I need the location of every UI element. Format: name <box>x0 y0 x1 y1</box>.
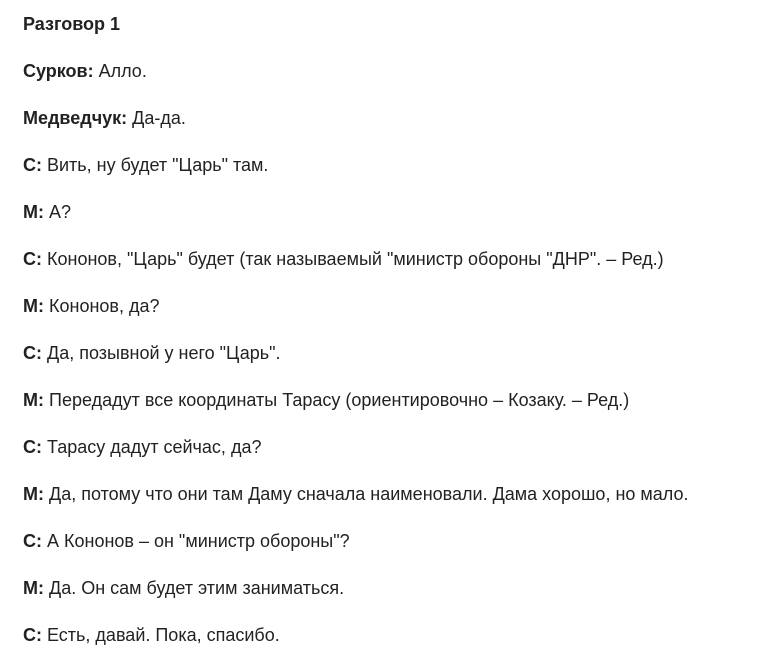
utterance-text: Кононов, да? <box>44 296 160 316</box>
transcript-line <box>23 341 281 365</box>
speaker-name: М: <box>23 578 44 598</box>
speaker-name: С: <box>23 625 42 645</box>
utterance-text: Тарасу дадут сейчас, да? <box>42 437 262 457</box>
transcript-line <box>23 200 71 224</box>
transcript-line <box>23 388 629 412</box>
utterance-text: Есть, давай. Пока, спасибо. <box>42 625 280 645</box>
speaker-name: М: <box>23 390 44 410</box>
transcript-line <box>23 623 280 647</box>
utterance-text: Да-да. <box>127 108 186 128</box>
utterance-text: Вить, ну будет "Царь" там. <box>42 155 269 175</box>
transcript-line <box>23 482 689 506</box>
speaker-name: С: <box>23 531 42 551</box>
transcript-title: Разговор 1 <box>23 14 121 34</box>
transcript-line <box>23 247 664 271</box>
transcript-line <box>23 435 261 459</box>
utterance-text: Передадут все координаты Тарасу (ориентировочно – Козаку. – Ред.) <box>44 390 630 410</box>
speaker-name: М: <box>23 484 44 504</box>
transcript-line <box>23 59 147 83</box>
transcript-line <box>23 576 344 600</box>
utterance-text: А Кононов – он "министр обороны"? <box>42 531 350 551</box>
speaker-name: М: <box>23 296 44 316</box>
speaker-name: С: <box>23 343 42 363</box>
utterance-text: Да, позывной у него "Царь". <box>42 343 281 363</box>
transcript-line <box>23 294 160 318</box>
speaker-name: М: <box>23 202 44 222</box>
speaker-name: Сурков: <box>23 61 94 81</box>
speaker-name: Медведчук: <box>23 108 128 128</box>
transcript-line <box>23 106 186 130</box>
utterance-text: Да, потому что они там Даму сначала наименовали. Дама хорошо, но мало. <box>44 484 689 504</box>
speaker-name: С: <box>23 249 42 269</box>
utterance-text: Кононов, "Царь" будет (так называемый "министр обороны "ДНР". – Ред.) <box>42 249 664 269</box>
utterance-text: Да. Он сам будет этим заниматься. <box>44 578 345 598</box>
utterance-text: Алло. <box>93 61 147 81</box>
speaker-name: С: <box>23 155 42 175</box>
utterance-text: А? <box>44 202 72 222</box>
transcript-line <box>23 529 350 553</box>
speaker-name: С: <box>23 437 42 457</box>
transcript-line <box>23 153 268 177</box>
